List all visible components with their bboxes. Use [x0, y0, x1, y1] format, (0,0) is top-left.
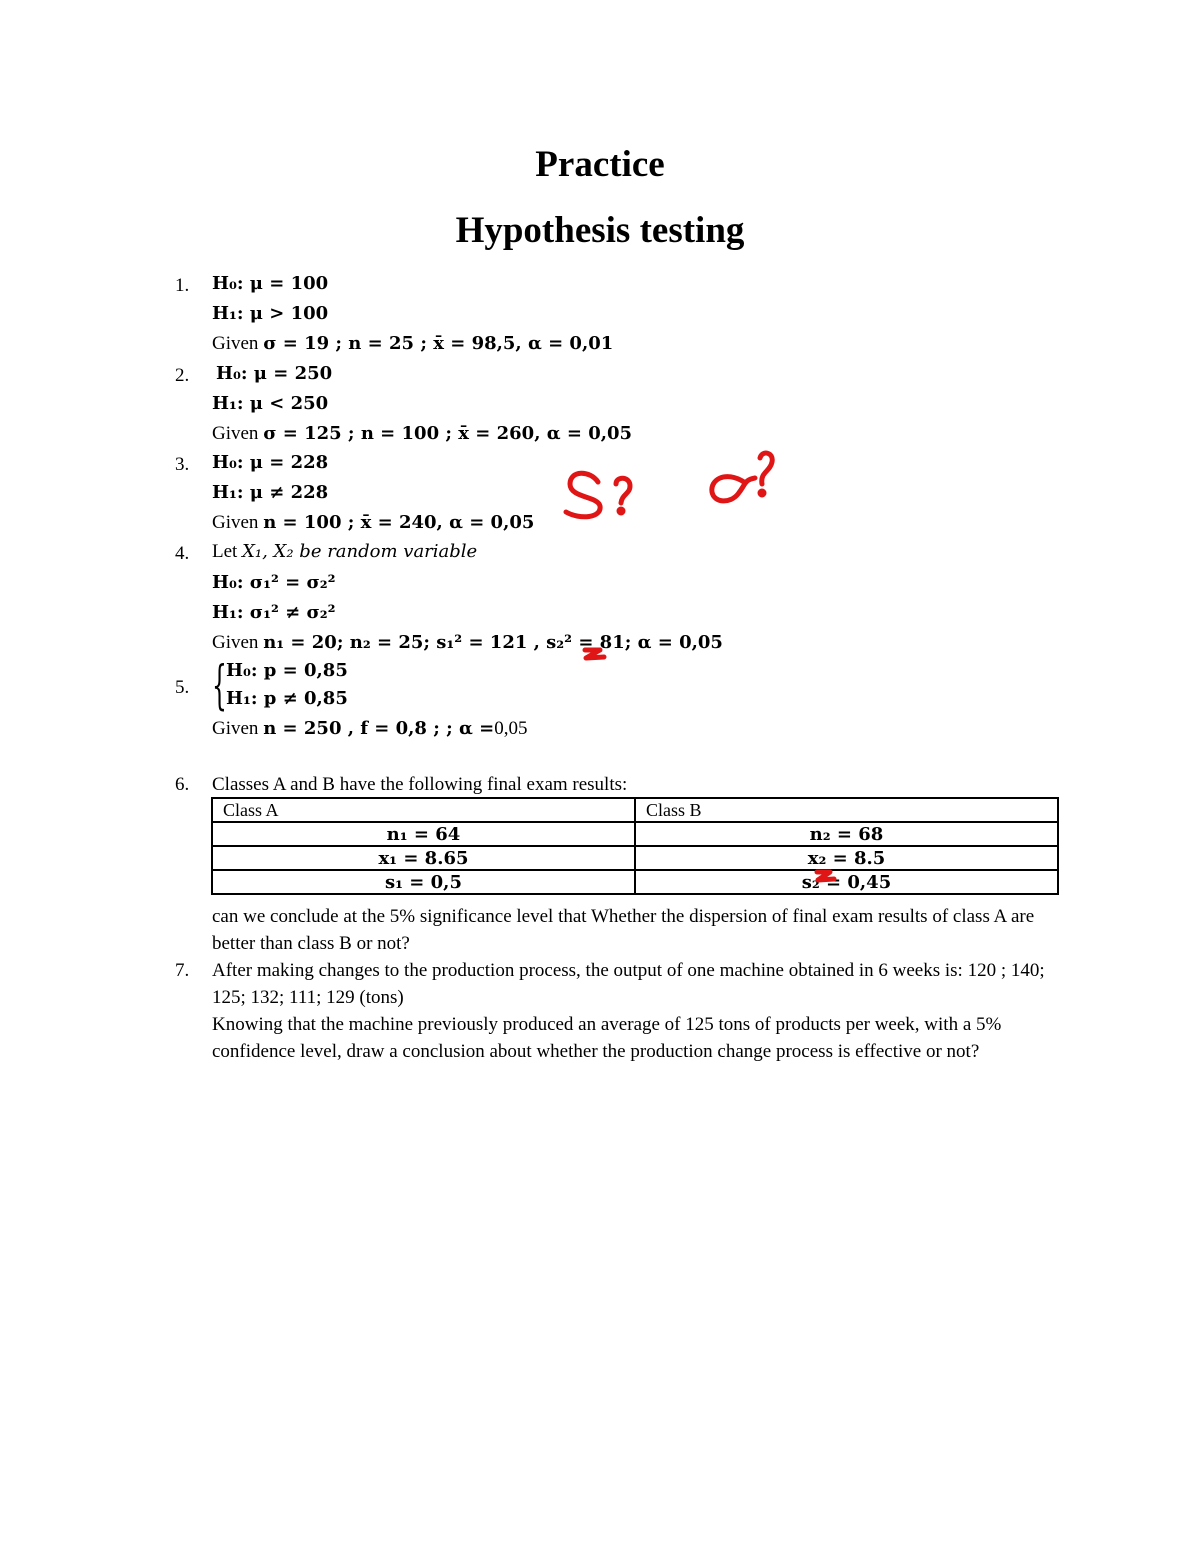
table-cell: n₁ = 64	[212, 822, 635, 846]
problem-1-h0: H₀: μ = 100	[212, 273, 329, 294]
table-cell: x₁ = 8.65	[212, 846, 635, 870]
table-header-class-b: Class B	[635, 798, 1058, 822]
problem-4-given: Given n₁ = 20; n₂ = 25; s₁² = 121 , s₂² = 81; α = 0,05	[212, 632, 723, 653]
problem-1-given: Given σ = 19 ; n = 25 ; x̄ = 98,5, α = 0,01	[212, 333, 614, 354]
annotation-question-1	[616, 478, 630, 503]
problem-4-intro: Let X₁, X₂ be random variable	[212, 541, 478, 562]
problem-2-h1: H₁: μ < 250	[212, 393, 329, 414]
table-header-class-a: Class A	[212, 798, 635, 822]
problem-4-number: 4.	[175, 543, 190, 564]
problem-5-number: 5.	[175, 677, 190, 698]
problem-7-question: Knowing that the machine previously produced an average of 125 tons of products per week, with a 5% confidence level, draw a conclusion about whether the production change process is effective or not?	[212, 1014, 1002, 1062]
problem-2-given: Given σ = 125 ; n = 100 ; x̄ = 260, α = 0,05	[212, 423, 633, 444]
problem-4-h1: H₁: σ₁² ≠ σ₂²	[212, 602, 336, 623]
table-cell: s₁ = 0,5	[212, 870, 635, 894]
problem-7-data: After making changes to the production process, the output of one machine obtained in 6 weeks is: 120 ; 140; 125; 132; 111; 129 (tons)	[212, 960, 1045, 1008]
problem-6-question: can we conclude at the 5% significance level that Whether the dispersion of final exam results of class A are better than class B or not?	[212, 906, 1035, 954]
problem-7-number: 7.	[175, 960, 190, 981]
problem-5-h0: H₀: p = 0,85	[226, 660, 348, 681]
problem-5-given: Given n = 250 , f = 0,8 ; ; α =0,05	[212, 718, 528, 739]
annotation-s-mark	[566, 473, 600, 517]
problem-3-h1: H₁: μ ≠ 228	[212, 482, 329, 503]
table-cell: s₂ = 0,45	[635, 870, 1058, 894]
problem-5-h1: H₁: p ≠ 0,85	[226, 688, 348, 709]
annotation-two-mark	[817, 872, 834, 880]
annotation-two-mark	[585, 650, 604, 658]
page-subtitle: Hypothesis testing	[455, 210, 745, 251]
table-cell: x₂ = 8.5	[635, 846, 1058, 870]
problem-1-number: 1.	[175, 275, 190, 296]
system-brace: {	[212, 656, 227, 716]
problem-2-number: 2.	[175, 365, 190, 386]
problem-6-number: 6.	[175, 774, 190, 795]
problem-4-h0: H₀: σ₁² = σ₂²	[212, 572, 336, 593]
page-title: Practice	[535, 144, 665, 185]
annotation-sigma-mark	[712, 477, 755, 501]
problem-3-number: 3.	[175, 454, 190, 475]
problem-3-given: Given n = 100 ; x̄ = 240, α = 0,05	[212, 512, 535, 533]
table-cell: n₂ = 68	[635, 822, 1058, 846]
problem-2-h0: H₀: μ = 250	[216, 363, 333, 384]
problem-3-h0: H₀: μ = 228	[212, 452, 329, 473]
problem-1-h1: H₁: μ > 100	[212, 303, 329, 324]
annotation-question-2	[760, 453, 772, 484]
problem-6-intro: Classes A and B have the following final exam results:	[212, 774, 628, 795]
